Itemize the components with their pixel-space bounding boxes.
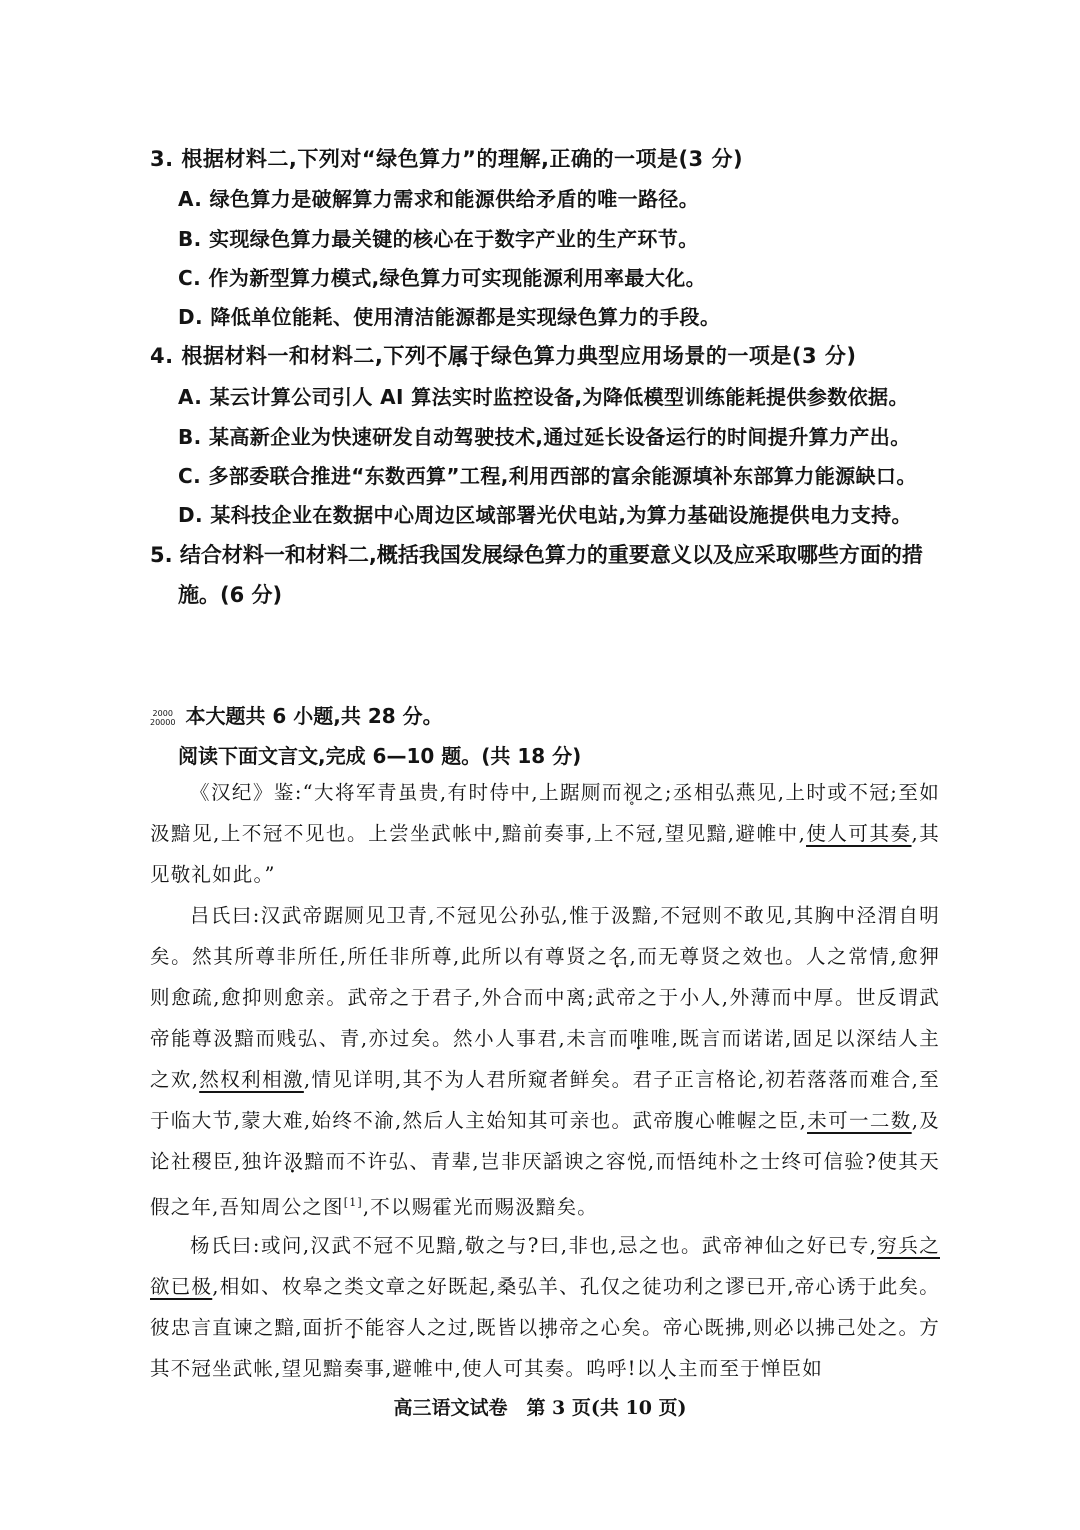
emphasized-character: 而 ∘ [602, 781, 623, 804]
question-4-stem [150, 343, 950, 369]
passage-paragraph-1 [150, 772, 940, 895]
text-segment: 3. 根据材料二,下列对“绿色算力”的理解,正确的一项是(3 分) [150, 147, 744, 171]
stamp-top: 2000 [152, 708, 173, 718]
emphasized-character: 不 [426, 344, 448, 368]
question-3-option-b: B. 实现绿色算力最关键的核心在于数字产业的生产环节。 [178, 227, 699, 251]
section-subtitle: 阅读下面文言文,完成 6—10 题。(共 18 分) [178, 744, 582, 768]
passage-paragraph-3 [150, 1225, 940, 1389]
page-footer: 高三语文试卷 第 3 页(共 10 页) [393, 1397, 687, 1419]
emphasized-character: 折 [323, 1316, 345, 1339]
text-segment: 名,而无尊贤之效也。人之常情,愈狎则愈疏,愈抑则愈亲。武帝之于君子,外合而中离;武帝之于小人,外薄而中厚。世反谓武帝能尊汲黯而贱弘、青,亦过矣。然小人事君,未言 [150, 945, 940, 1050]
question-3-stem [150, 146, 950, 172]
question-4-option-d: D. 某科技企业在数据中心周边区域部署光伏电站,为算力基础设施提供电力支持。 [178, 503, 912, 527]
underlined-phrase: 然权利相激 [199, 1068, 304, 1091]
footnote-marker: [1] [343, 1196, 363, 1209]
text-segment: 不能容人之过,既皆 [344, 1316, 518, 1339]
text-segment: 唯唯,既言而诺诺,固足以深结人主之欢, [150, 1027, 941, 1091]
question-5 [150, 535, 950, 615]
emphasized-character: 以 [517, 1316, 539, 1339]
text-segment: ,情见详明, [303, 1068, 403, 1091]
text-segment: ,不以赐霍光而赐汲黯矣。 [362, 1195, 598, 1219]
section-title: 本大题共 6 小题,共 28 分。 [185, 704, 443, 728]
text-segment: 不为人君所窥者鲜矣。君子正言格论,初若落落而难合,至于临大节,蒙大难,始终不渝,然后人主始知其可亲也。武帝腹心帷幄之臣, [150, 1068, 940, 1132]
question-5-line-1: 5. 结合材料一和材料二,概括我国发展绿色算力的重要意义以及应采取哪些方面的措 [150, 543, 923, 567]
underlined-phrase: 穷兵之欲已极 [150, 1234, 940, 1298]
text-segment: 4. 根据材料一和材料二,下列 [150, 344, 427, 368]
text-segment: 《汉纪》鉴:“大将军青虽贵,有时侍中,上踞厕 [190, 781, 602, 804]
text-segment: 视之;丞相弘燕见,上时或不冠;至如汲黯见,上不冠不见也。上尝坐武帐中,黯前奏事,上不冠,望见黯,避帷中, [150, 781, 940, 845]
question-4-option-a: A. 某云计算公司引人 AI 算法实时监控设备,为降低模型训练能耗提供参数依据。 [178, 385, 909, 409]
question-3-option-a: A. 绿色算力是破解算力需求和能源供给矛盾的唯一路径。 [178, 187, 700, 211]
text-segment: 汲黯而不许弘、青辈,岂非厌謟谀之容悦,而悟纯朴之士终可信验?使其天假之年,吾知周公之图 [150, 1150, 941, 1219]
emphasized-character: 其 [402, 1068, 424, 1091]
emphasized-character: 许 [262, 1150, 284, 1173]
stamp-bottom: 20000 [150, 717, 176, 727]
text-segment: ,相如、枚皋之类文章之好既起,桑弘羊、孔仅之徒功利之谬已开,帝心诱于此矣。彼忠言直谏之黯,面 [150, 1275, 940, 1339]
passage-paragraph-2 [150, 895, 940, 1228]
text-segment: 杨氏曰:或问,汉武不冠不见黯,敬之与?曰,非也,忌之也。武帝神仙之好已专, [190, 1234, 878, 1257]
text-segment: 绿色算力典型应用场景的一项是(3 分) [490, 344, 857, 368]
text-segment: ,及论社稷臣,独 [150, 1109, 940, 1173]
question-3-option-c: C. 作为新型算力模式,绿色算力可实现能源利用率最大化。 [178, 266, 707, 290]
text-segment: 人主而至于惮臣如 [657, 1357, 823, 1380]
emphasized-character: 而 [608, 1027, 630, 1050]
text-segment: 吕氏曰:汉武帝踞厕见卫青,不冠见公孙弘,惟于汲黯,不冠则不敢见,其胸中泾渭自明矣。然其所尊非所任,所任非所尊,此所以有尊贤 [150, 904, 940, 968]
text-segment: ,其见敬礼如此。” [150, 822, 940, 886]
underlined-phrase: 未可一二数 [807, 1109, 912, 1132]
emphasized-character: 属 [447, 344, 470, 368]
section-header [150, 700, 443, 729]
question-3-option-d: D. 降低单位能耗、使用清洁能源都是实现绿色算力的手段。 [178, 305, 721, 329]
underlined-phrase: 使人可其奏 [806, 822, 912, 845]
text-segment: 拂帝之心矣。帝心既拂,则必以拂己处之。方其不冠坐武帐,望见黯奏事,避帷中,使人可其奏。呜呼! [150, 1316, 940, 1380]
question-5-line-2: 施。(6 分) [178, 583, 283, 607]
emphasized-character: 于 [469, 344, 491, 368]
question-4-option-b: B. 某高新企业为快速研发自动驾驶技术,通过延长设备运行的时间提升算力产出。 [178, 425, 911, 449]
emphasized-character: 以 [636, 1357, 658, 1380]
section-number-stamp [150, 709, 175, 727]
emphasized-character: 之 [587, 945, 609, 968]
question-4-option-c: C. 多部委联合推进“东数西算”工程,利用西部的富余能源填补东部算力能源缺口。 [178, 464, 917, 488]
